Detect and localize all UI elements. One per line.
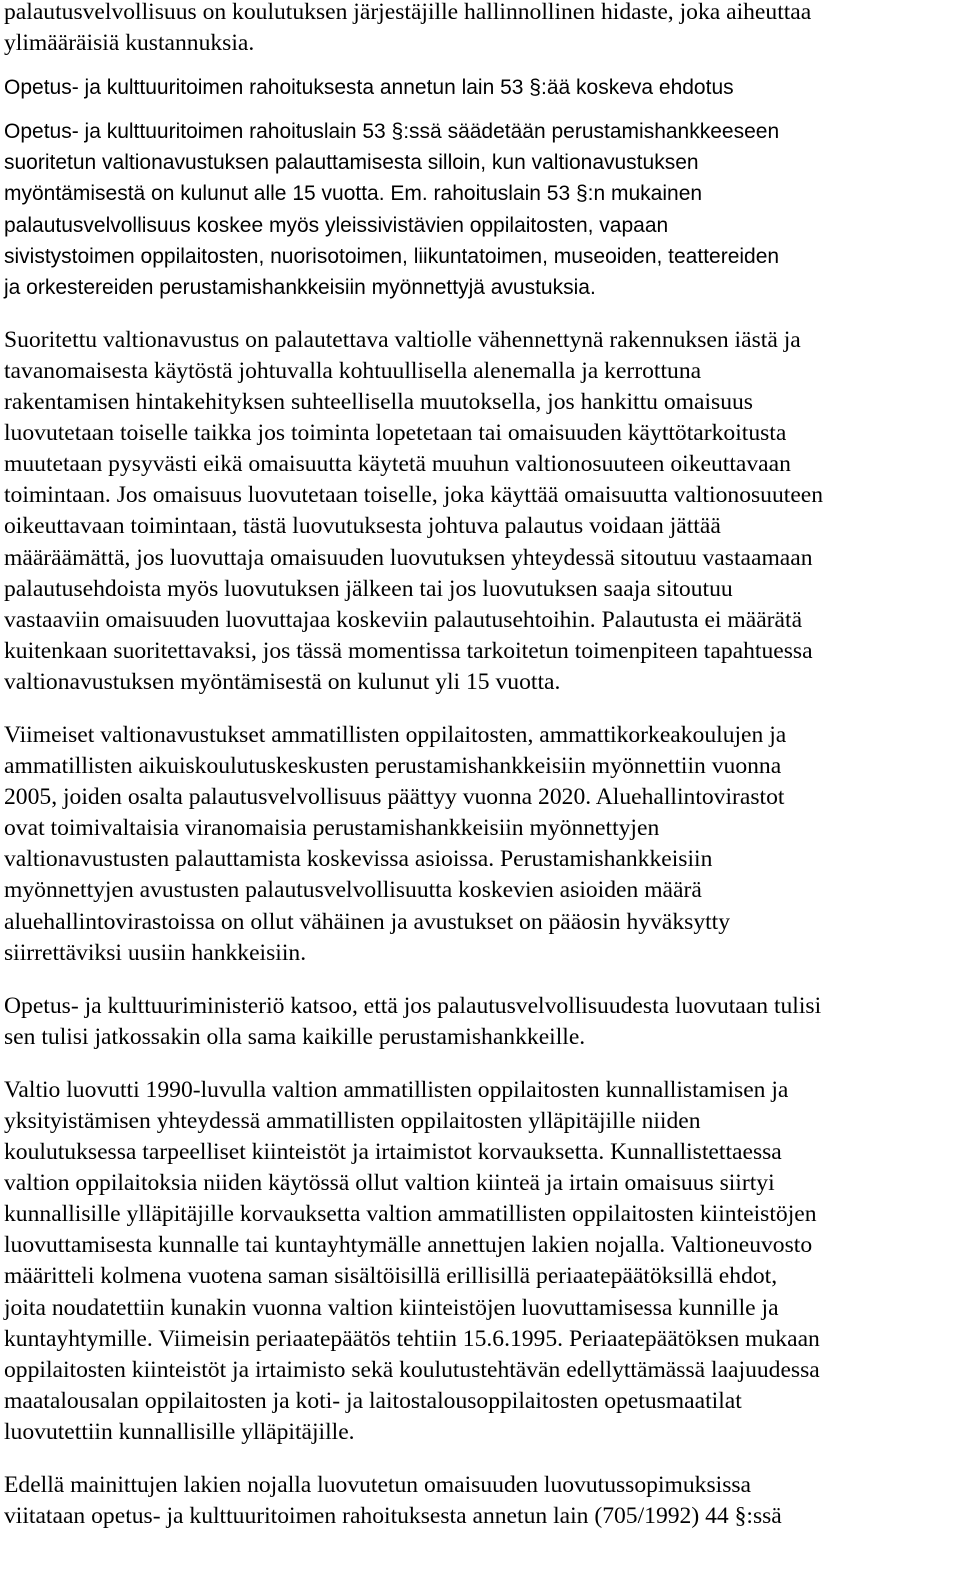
text-line: määritteli kolmena vuotena saman sisältöisillä erillisillä periaatepäätöksillä ehdot, [4, 1263, 778, 1290]
text-line: kuitenkaan suoritettavaksi, jos tässä momentissa tarkoitetun toimenpiteen tapahtuessa [4, 637, 813, 664]
proposal-paragraph [4, 116, 954, 303]
text-line: vastaaviin omaisuuden luovuttajaa koskeviin palautusehtoihin. Palautusta ei määrätä [4, 606, 803, 633]
text-line: joita noudatettiin kunakin vuonna valtion kiinteistöjen luovuttamisessa kunnille ja [4, 1294, 779, 1321]
text-line: Viimeiset valtionavustukset ammatillisten oppilaitosten, ammattikorkeakoulujen ja [4, 721, 787, 748]
text-line: luovutetaan toiselle taikka jos toiminta lopetetaan tai omaisuuden käyttötarkoitusta [4, 420, 787, 447]
text-line: Valtio luovutti 1990-luvulla valtion ammatillisten oppilaitosten kunnallistamisen ja [4, 1076, 789, 1103]
text-line: koulutuksessa tarpeelliset kiinteistöt ja irtaimistot korvauksetta. Kunnallistettaessa [4, 1139, 782, 1166]
text-line: Opetus- ja kulttuuritoimen rahoituslain 53 §:ssä säädetään perustamishankkeeseen [4, 120, 780, 144]
text-line: oikeuttavaan toimintaan, tästä luovutuksesta johtuva palautus voidaan jättää [4, 513, 721, 540]
text-line: kuntayhtymille. Viimeisin periaatepäätös tehtiin 15.6.1995. Periaatepäätöksen mukaan [4, 1325, 820, 1352]
body-paragraph [4, 1075, 954, 1448]
section-heading: Opetus- ja kulttuuritoimen rahoituksesta annetun lain 53 §:ää koskeva ehdotus [4, 76, 734, 100]
intro-paragraph [4, 0, 954, 59]
text-line: ja orkestereiden perustamishankkeisiin myönnettyjä avustuksia. [4, 275, 596, 299]
document-page [4, 0, 954, 1532]
text-line: muutetaan pysyvästi eikä omaisuutta käytetä muuhun valtionosuuteen oikeuttavaan [4, 451, 791, 478]
text-line: myöntämisestä on kulunut alle 15 vuotta. Em. rahoituslain 53 §:n mukainen [4, 182, 703, 206]
text-line: tavanomaisesta käytöstä johtuvalla kohtuullisella alenemalla ja kerrottuna [4, 357, 702, 384]
text-line: valtion oppilaitoksia niiden käytössä ollut valtion kiinteä ja irtain omaisuus siirtyi [4, 1170, 775, 1197]
text-line: viitataan opetus- ja kulttuuritoimen rahoituksesta annetun lain (705/1992) 44 §:ssä [4, 1503, 782, 1530]
text-line: luovutettiin kunnallisille ylläpitäjille. [4, 1418, 355, 1445]
text-line: palautusvelvollisuus koskee myös yleissivistävien oppilaitosten, vapaan [4, 213, 669, 237]
text-line: toimintaan. Jos omaisuus luovutetaan toiselle, joka käyttää omaisuutta valtionosuuteen [4, 482, 824, 509]
body-paragraph [4, 325, 954, 698]
text-line: suoritetun valtionavustuksen palauttamisesta silloin, kun valtionavustuksen [4, 151, 699, 175]
body-paragraph [4, 991, 954, 1053]
body-paragraph [4, 720, 954, 969]
text-line: ammatillisten aikuiskoulutuskeskusten perustamishankkeisiin myönnettiin vuonna [4, 753, 782, 780]
text-line: maatalousalan oppilaitosten ja koti- ja laitostalousoppilaitosten opetusmaatilat [4, 1387, 742, 1414]
text-line: ylimääräisiä kustannuksia. [4, 30, 255, 57]
text-line: ovat toimivaltaisia viranomaisia perustamishankkeisiin myönnettyjen [4, 815, 660, 842]
text-line: sivistystoimen oppilaitosten, nuorisotoimen, liikuntatoimen, museoiden, teattereiden [4, 244, 780, 268]
body-paragraph [4, 1470, 954, 1532]
text-line: 2005, joiden osalta palautusvelvollisuus päättyy vuonna 2020. Aluehallintovirastot [4, 784, 785, 811]
text-line: määräämättä, jos luovuttaja omaisuuden luovutuksen yhteydessä sitoutuu vastaamaan [4, 544, 813, 571]
text-line: oppilaitosten kiinteistöt ja irtaimisto sekä koulutustehtävän edellyttämässä laajuudessa [4, 1356, 820, 1383]
text-line: valtionavustuksen myöntämisestä on kulunut yli 15 vuotta. [4, 668, 561, 695]
text-line: Suoritettu valtionavustus on palautettava valtiolle vähennettynä rakennuksen iästä ja [4, 326, 801, 353]
text-line: rakentamisen hintakehityksen suhteellisella muutoksella, jos hankittu omaisuus [4, 389, 753, 416]
text-line: palautusehdoista myös luovutuksen jälkeen tai jos luovutuksen saaja sitoutuu [4, 575, 733, 602]
text-line: sen tulisi jatkossakin olla sama kaikille perustamishankkeille. [4, 1023, 586, 1050]
text-line: kunnallisille ylläpitäjille korvauksetta valtion ammatillisten oppilaitosten kiinteistöjen [4, 1201, 817, 1228]
text-line: yksityistämisen yhteydessä ammatillisten oppilaitosten ylläpitäjille niiden [4, 1108, 701, 1134]
text-line: aluehallintovirastoissa on ollut vähäinen ja avustukset on pääosin hyväksytty [4, 908, 731, 935]
text-line: palautusvelvollisuus on koulutuksen järjestäjille hallinnollinen hidaste, joka aiheuttaa [4, 0, 812, 25]
text-line: myönnettyjen avustusten palautusvelvollisuutta koskevien asioiden määrä [4, 877, 702, 904]
text-line: luovuttamisesta kunnalle tai kuntayhtymälle annettujen lakien nojalla. Valtioneuvosto [4, 1232, 813, 1259]
text-line: Edellä mainittujen lakien nojalla luovutetun omaisuuden luovutussopimuksissa [4, 1472, 752, 1499]
text-line: valtionavustusten palauttamista koskevissa asioissa. Perustamishankkeisiin [4, 846, 713, 873]
text-line: siirrettäviksi uusiin hankkeisiin. [4, 939, 307, 966]
text-line: Opetus- ja kulttuuriministeriö katsoo, että jos palautusvelvollisuudesta luovutaan tulisi [4, 992, 822, 1019]
